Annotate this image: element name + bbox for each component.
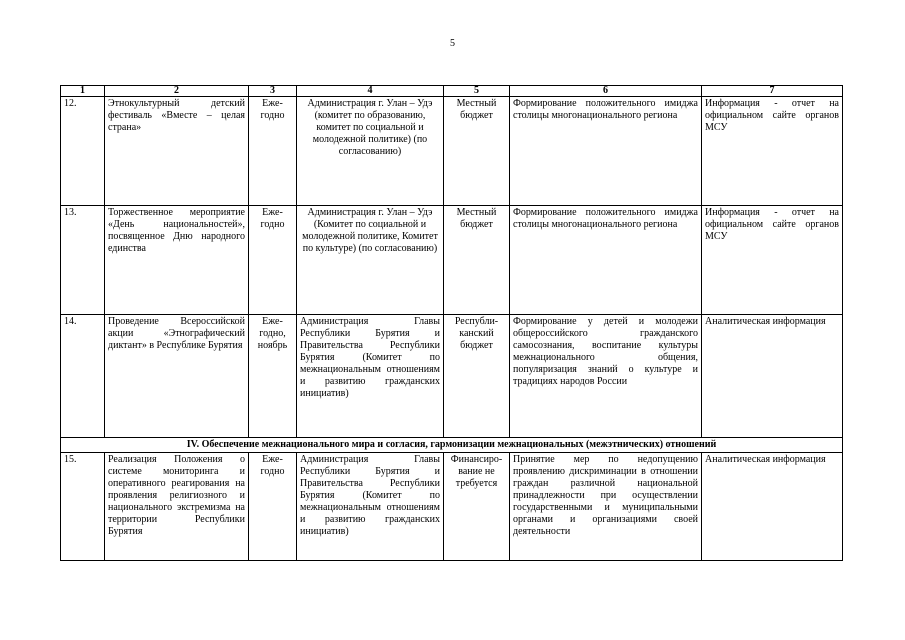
column-number: 2 [105, 86, 249, 97]
period-cell: Еже-годно [249, 453, 297, 561]
funding-cell: Республи-канский бюджет [444, 315, 510, 438]
event-cell: Торжественное мероприятие «День национальностей», посвященное Дню народного единства [105, 206, 249, 315]
period-cell: Еже-годно [249, 206, 297, 315]
column-number: 4 [297, 86, 444, 97]
executor-cell: Администрация Главы Республики Бурятия и Правительства Республики Бурятия (Комитет по межнациональным отношениям и развитию гражданских инициатив) [297, 315, 444, 438]
column-number: 1 [61, 86, 105, 97]
executor-cell: Администрация г. Улан – Удэ (комитет по образованию, комитет по социальной и молодежной политике) (по согласованию) [297, 97, 444, 206]
event-cell: Этнокультурный детский фестиваль «Вместе – целая страна» [105, 97, 249, 206]
table-row [61, 453, 843, 561]
executor-cell: Администрация Главы Республики Бурятия и Правительства Республики Бурятия (Комитет по межнациональным отношениям и развитию гражданских инициатив) [297, 453, 444, 561]
funding-cell: Финансиро-вание не требуется [444, 453, 510, 561]
funding-cell: Местный бюджет [444, 206, 510, 315]
section-title: IV. Обеспечение межнационального мира и согласия, гармонизации межнациональных (межэтнических) отношений [61, 438, 843, 453]
event-cell: Реализация Положения о системе мониторинга и оперативного реагирования на проявления религиозного и национального экстремизма на территории Республики Бурятия [105, 453, 249, 561]
table-row [61, 206, 843, 315]
column-number: 6 [510, 86, 702, 97]
result-cell: Формирование у детей и молодежи общероссийского гражданского самосознания, воспитание культуры межнационального общения, популяризация знаний о культуре и традициях народов России [510, 315, 702, 438]
period-cell: Еже-годно [249, 97, 297, 206]
report-cell: Информация - отчет на официальном сайте органов МСУ [702, 206, 843, 315]
report-cell: Информация - отчет на официальном сайте органов МСУ [702, 97, 843, 206]
section-heading-row [61, 438, 843, 453]
row-number: 15. [61, 453, 105, 561]
result-cell: Формирование положительного имиджа столицы многонационального региона [510, 97, 702, 206]
table-row [61, 97, 843, 206]
column-number: 3 [249, 86, 297, 97]
row-number: 13. [61, 206, 105, 315]
funding-cell: Местный бюджет [444, 97, 510, 206]
table-row [61, 315, 843, 438]
report-cell: Аналитическая информация [702, 453, 843, 561]
row-number: 14. [61, 315, 105, 438]
period-cell: Еже-годно, ноябрь [249, 315, 297, 438]
executor-cell: Администрация г. Улан – Удэ (Комитет по социальной и молодежной политике, Комитет по культуре) (по согласованию) [297, 206, 444, 315]
column-number: 5 [444, 86, 510, 97]
result-cell: Принятие мер по недопущению проявлению дискриминации в отношении граждан различной национальной принадлежности при осуществлении государственными и муниципальными органами и организациями своей деятельности [510, 453, 702, 561]
report-cell: Аналитическая информация [702, 315, 843, 438]
row-number: 12. [61, 97, 105, 206]
column-number: 7 [702, 86, 843, 97]
result-cell: Формирование положительного имиджа столицы многонационального региона [510, 206, 702, 315]
event-cell: Проведение Всероссийской акции «Этнографический диктант» в Республике Бурятия [105, 315, 249, 438]
plan-table [60, 85, 843, 561]
page-number: 5 [450, 38, 455, 49]
column-number-header [61, 86, 843, 97]
